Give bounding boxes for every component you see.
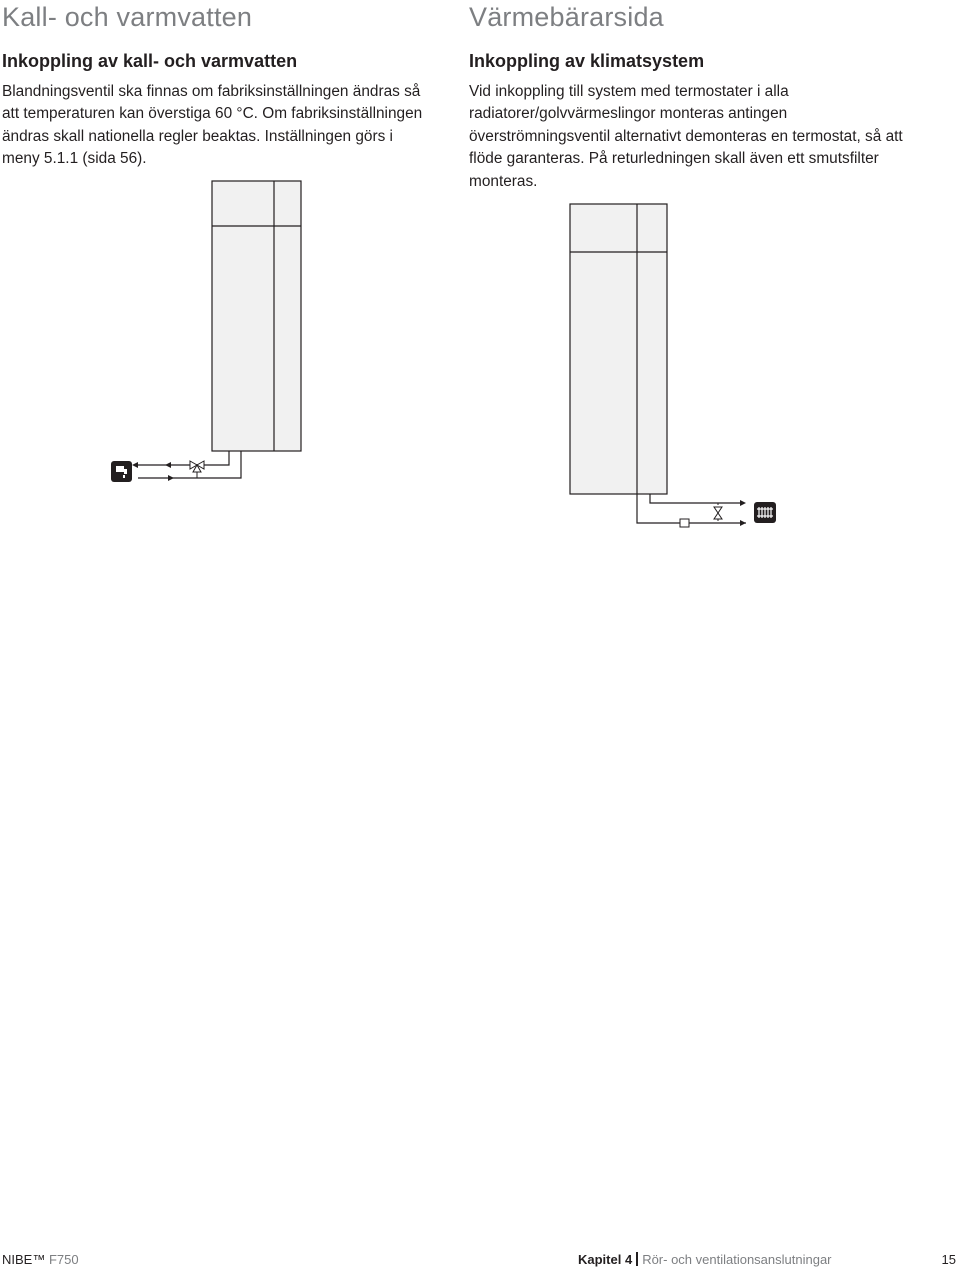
supply-pipe xyxy=(650,494,746,506)
water-connection-text: Blandningsventil ska finnas om fabriksinställningen ändras så att temperaturen kan överstiga 60 °C. Om fabriksinställningen ändras skall nationella regler beaktas. Inställningen görs i meny 5.1.1 (sida 56). xyxy=(2,83,423,168)
footer-separator xyxy=(636,1252,638,1266)
footer-chapter-title: Rör- och ventilationsanslutningar xyxy=(642,1252,832,1267)
hot-water-pipe xyxy=(132,451,229,468)
heat-pump-unit-right xyxy=(570,204,667,494)
footer-brand-name: NIBE™ xyxy=(2,1252,46,1267)
chapter-title-water: Kall- och varmvatten xyxy=(2,2,253,32)
dirt-filter-symbol xyxy=(680,519,689,527)
overflow-valve-symbol xyxy=(714,503,722,523)
water-connection-diagram xyxy=(111,181,301,482)
chapter-title-heating-side: Värmebärarsida xyxy=(469,2,664,32)
radiator-icon xyxy=(754,502,776,523)
climate-system-diagram xyxy=(570,204,776,527)
footer-chapter xyxy=(578,1251,958,1269)
footer-model: F750 xyxy=(48,1252,79,1267)
water-tap-icon xyxy=(111,461,132,482)
heat-pump-unit-left xyxy=(212,181,301,451)
section-title-water-connection: Inkoppling av kall- och varmvatten xyxy=(2,51,298,71)
footer-brand xyxy=(2,1251,79,1269)
footer-chapter-label: Kapitel 4 xyxy=(578,1252,633,1267)
section-title-climate-system: Inkoppling av klimatsystem xyxy=(469,51,705,71)
return-pipe xyxy=(637,494,746,526)
page-number: 15 xyxy=(941,1252,956,1267)
climate-system-text: Vid inkoppling till system med termostater i alla radiatorer/golvvärmeslingor monteras antingen överströmningsventil alternativt demonteras en termostat, så att flöde garanteras. På returledningen skall även ett smutsfilter monteras. xyxy=(469,83,903,190)
